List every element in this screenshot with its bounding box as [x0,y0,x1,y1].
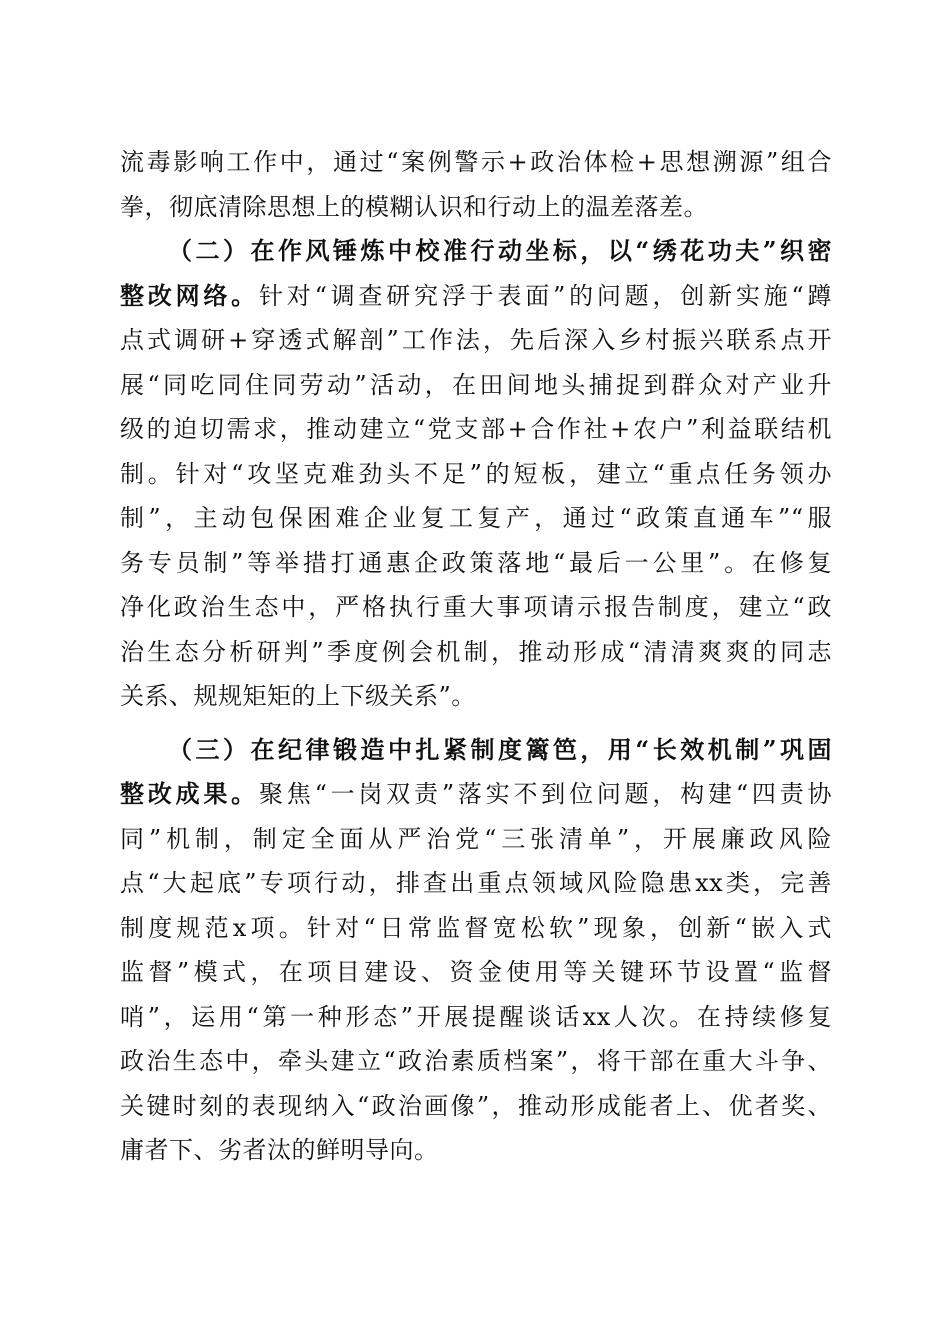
text-line: 制度规范x项。针对“日常监督宽松软”现象，创新“嵌入式 [120,913,832,942]
paragraph-continuation [120,140,832,229]
section-heading-two-end: 整改网络。 [120,280,259,310]
section-heading-three: （三）在纪律锻造中扎紧制度篱笆，用“长效机制”巩固 [168,734,832,764]
text-line: 务专员制”等举措打通惠企政策落地“最后一公里”。在修复 [120,548,832,577]
text-line: 哨”，运用“第一种形态”开展提醒谈话xx人次。在持续修复 [120,1002,832,1031]
paragraph-spacer [120,719,832,728]
text-run: 聚焦“一岗双责”落实不到位问题，构建“四责协 [258,780,833,808]
text-line: 治生态分析研判”季度例会机制，推动形成“清清爽爽的同志 [120,637,832,666]
text-line: 制。针对“攻坚克难劲头不足”的短板，建立“重点任务领办 [120,459,832,488]
section-heading-three-end: 整改成果。 [120,779,259,808]
text-line: 制”，主动包保困难企业复工复产，通过“政策直通车”“服 [120,504,832,532]
text-line: 级的迫切需求，推动建立“党支部+合作社+农户”利益联结机 [120,415,832,443]
text-line: 同”机制，制定全面从严治党“三张清单”，开展廉政风险 [120,824,832,853]
paragraph-section-two [120,229,832,719]
text-line: 关系、规规矩矩的上下级关系”。 [120,682,476,710]
text-line [120,772,832,817]
text-line: 监督”模式，在项目建设、资金使用等关键环节设置“监督 [120,958,832,986]
text-line: 庸者下、劣者汰的鲜明导向。 [120,1136,439,1164]
section-heading-two: （二）在作风锤炼中校准行动坐标，以“绣花功夫”织密 [168,236,832,265]
text-line: 拳，彻底清除思想上的模糊认识和行动上的温差落差。 [120,192,708,221]
text-line: 关键时刻的表现纳入“政治画像”，推动形成能者上、优者奖、 [120,1091,832,1120]
text-line: 流毒影响工作中，通过“案例警示+政治体检+思想溯源”组合 [120,148,832,176]
text-line: 展“同吃同住同劳动”活动，在田间地头捕捉到群众对产业升 [120,370,832,399]
text-line [120,274,832,319]
text-line: 点式调研+穿透式解剖”工作法，先后深入乡村振兴联系点开 [120,326,832,354]
text-line: 点“大起底”专项行动，排查出重点领域风险隐患xx类，完善 [120,869,832,897]
text-line: 净化政治生态中，严格执行重大事项请示报告制度，建立“政 [120,593,832,621]
document-body [120,140,832,1173]
paragraph-section-three [120,728,832,1173]
text-line: 政治生态中，牵头建立“政治素质档案”，将干部在重大斗争、 [120,1047,832,1075]
text-run: 针对“调查研究浮于表面”的问题，创新实施“蹲 [258,281,833,310]
